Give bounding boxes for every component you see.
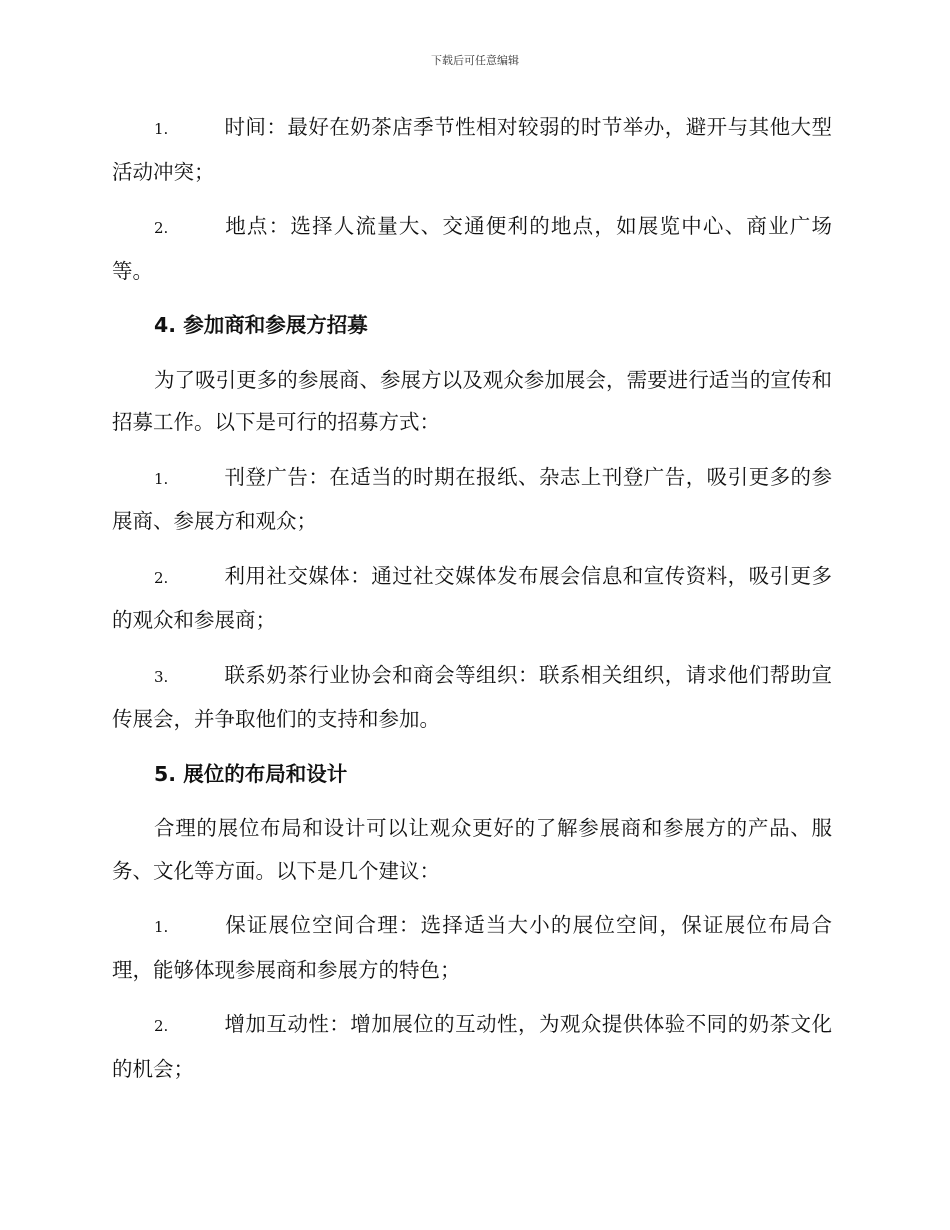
list-item-text: 保证展位空间合理：选择适当大小的展位空间，保证展位布局合理，能够体现参展商和参展方的特色； bbox=[112, 913, 832, 982]
list-item-text: 增加互动性：增加展位的互动性，为观众提供体验不同的奶茶文化的机会； bbox=[112, 1012, 832, 1081]
list-item-number: 2. bbox=[154, 568, 169, 587]
list-item-text: 利用社交媒体：通过社交媒体发布展会信息和宣传资料，吸引更多的观众和参展商； bbox=[112, 563, 832, 632]
list-item-text: 时间：最好在奶茶店季节性相对较弱的时节举办，避开与其他大型活动冲突； bbox=[112, 115, 832, 184]
list-item-text: 刊登广告：在适当的时期在报纸、杂志上刊登广告，吸引更多的参展商、参展方和观众； bbox=[112, 464, 832, 533]
document-body bbox=[112, 106, 832, 1102]
list-item-text: 联系奶茶行业协会和商会等组织：联系相关组织，请求他们帮助宣传展会，并争取他们的支持和参加。 bbox=[112, 662, 832, 731]
section-heading: 5. 展位的布局和设计 bbox=[154, 761, 348, 786]
list-item-number: 1. bbox=[154, 469, 169, 488]
section-heading: 4. 参加商和参展方招募 bbox=[154, 313, 368, 337]
list-item-number: 1. bbox=[154, 120, 169, 138]
list-item bbox=[112, 904, 832, 991]
paragraph: 合理的展位布局和设计可以让观众更好的了解参展商和参展方的产品、服务、文化等方面。以下是几个建议： bbox=[112, 816, 832, 883]
list-item bbox=[112, 106, 832, 193]
list-item bbox=[112, 555, 832, 642]
list-item bbox=[112, 456, 832, 543]
list-item-number: 2. bbox=[154, 1017, 169, 1035]
page-header: 下载后可任意编辑 bbox=[431, 54, 519, 67]
list-item bbox=[112, 654, 832, 741]
list-item-number: 1. bbox=[154, 918, 169, 936]
list-item bbox=[112, 1003, 832, 1090]
list-item bbox=[112, 205, 832, 292]
list-item-text: 地点：选择人流量大、交通便利的地点，如展览中心、商业广场等。 bbox=[112, 214, 832, 283]
list-item-number: 3. bbox=[154, 667, 169, 686]
list-item-number: 2. bbox=[154, 219, 169, 237]
paragraph: 为了吸引更多的参展商、参展方以及观众参加展会，需要进行适当的宣传和招募工作。以下是可行的招募方式： bbox=[112, 367, 832, 434]
